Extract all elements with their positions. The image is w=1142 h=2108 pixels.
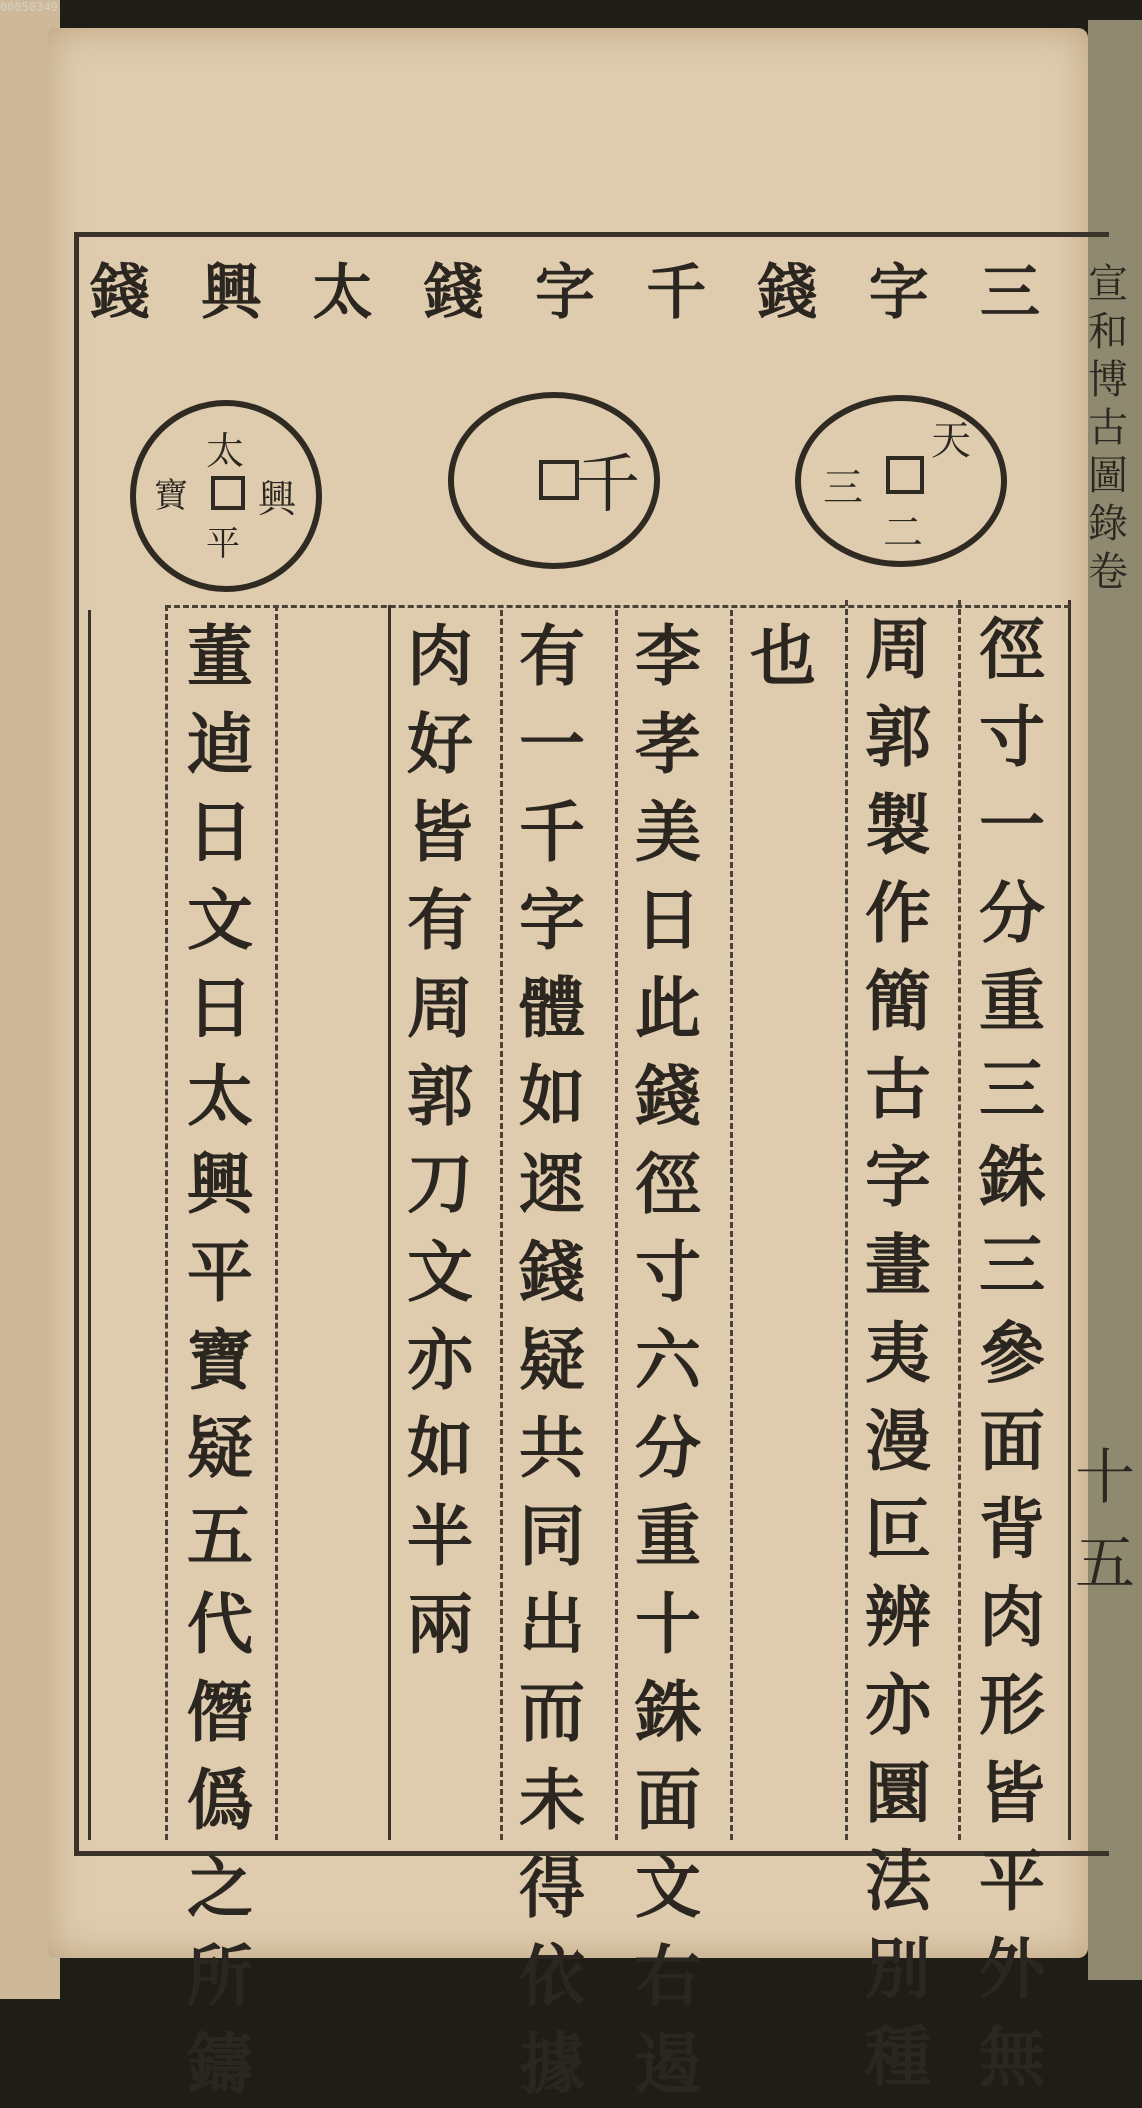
text-char: 疑: [519, 1321, 585, 1399]
column-divider: [388, 605, 391, 1840]
text-char: 依: [519, 1937, 585, 2015]
column-divider: [165, 605, 168, 1840]
text-char: 面: [635, 1761, 701, 1839]
coin-char-bottom: 二: [883, 510, 923, 556]
text-char: 圜: [865, 1754, 931, 1832]
coin-char-bottom: 平: [206, 524, 240, 564]
text-char: 亦: [865, 1666, 931, 1744]
text-char: 皆: [979, 1754, 1045, 1832]
text-char: 寸: [979, 698, 1045, 776]
title-char: 錢: [757, 258, 818, 328]
text-column-7: [180, 612, 260, 2108]
text-char: 疑: [187, 1409, 253, 1487]
text-char: 皆: [407, 793, 473, 871]
text-char: 半: [407, 1497, 473, 1575]
text-char: 太: [187, 1057, 253, 1135]
text-char: 參: [979, 1314, 1045, 1392]
text-char: 重: [979, 962, 1045, 1040]
text-char: 好: [407, 705, 473, 783]
scan-id-label: 00050349: [0, 0, 58, 14]
text-char: 日: [187, 793, 253, 871]
column-divider: [845, 600, 848, 1840]
text-char: 古: [865, 1050, 931, 1128]
coin-char-left: 寶: [154, 476, 188, 516]
text-char: 叵: [865, 1490, 931, 1568]
column-divider: [88, 610, 91, 1840]
coin-thousand-character: [448, 392, 660, 569]
text-char: 寶: [187, 1321, 253, 1399]
text-column-3: [743, 612, 823, 700]
text-char: 銖: [635, 1673, 701, 1751]
text-char: 三: [979, 1050, 1045, 1128]
coin-square-hole: [211, 476, 245, 510]
title-char: 太: [312, 258, 373, 328]
text-char: 漫: [865, 1402, 931, 1480]
coin-taixing: [130, 400, 322, 592]
text-char: 錢: [519, 1233, 585, 1311]
margin-char: 錄: [1088, 501, 1128, 547]
text-char: 之: [187, 1849, 253, 1927]
folio-number: 十五: [1075, 1443, 1135, 1599]
text-char: 日: [187, 969, 253, 1047]
column-divider: [615, 610, 618, 1840]
text-char: 肉: [407, 617, 473, 695]
text-char: 夷: [865, 1314, 931, 1392]
text-char: 製: [865, 786, 931, 864]
text-char: 重: [635, 1497, 701, 1575]
text-char: 三: [979, 1226, 1045, 1304]
text-char: 肉: [979, 1578, 1045, 1656]
text-char: 亦: [407, 1321, 473, 1399]
coin-char-top: 太: [206, 429, 245, 473]
text-char: 僭: [187, 1673, 253, 1751]
text-char: 五: [187, 1497, 253, 1575]
text-char: 遏: [635, 2025, 701, 2103]
text-char: 逌: [187, 705, 253, 783]
coin-three-characters: [795, 395, 1007, 567]
text-char: 孝: [635, 705, 701, 783]
coin-char-top: 天: [931, 418, 971, 464]
text-column-4: [628, 612, 708, 2108]
margin-char: 宣: [1088, 261, 1128, 307]
text-char: 刀: [407, 1145, 473, 1223]
text-char: 董: [187, 617, 253, 695]
text-char: 一: [519, 705, 585, 783]
text-char: 十: [635, 1585, 701, 1663]
text-char: 有: [519, 617, 585, 695]
text-char: 法: [865, 1842, 931, 1920]
text-char: 所: [187, 1937, 253, 2015]
text-char: 分: [635, 1409, 701, 1487]
text-column-1: [972, 605, 1052, 2101]
text-char: 李: [635, 617, 701, 695]
text-char: 作: [865, 874, 931, 952]
text-char: 六: [635, 1321, 701, 1399]
title-char: 錢: [90, 258, 150, 328]
text-char: 遝: [519, 1145, 585, 1223]
column-divider: [958, 600, 961, 1840]
text-char: 周: [865, 610, 931, 688]
text-char: 鑄: [187, 2025, 253, 2103]
text-char: 出: [519, 1585, 585, 1663]
text-char: 有: [407, 881, 473, 959]
text-char: 寸: [635, 1233, 701, 1311]
text-char: 同: [519, 1497, 585, 1575]
coin-char-right: 千: [576, 448, 640, 522]
text-char: 文: [407, 1233, 473, 1311]
title-char: 錢: [423, 258, 484, 328]
title-char: 千: [646, 258, 707, 328]
text-char: 千: [519, 793, 585, 871]
text-char: 形: [979, 1666, 1045, 1744]
text-char: 得: [519, 1849, 585, 1927]
title-char: 興: [201, 258, 262, 328]
text-char: 畫: [865, 1226, 931, 1304]
text-char: 徑: [979, 610, 1045, 688]
title-char: 三: [980, 258, 1040, 328]
text-char: 面: [979, 1402, 1045, 1480]
text-char: 錢: [635, 1057, 701, 1135]
text-char: 右: [635, 1937, 701, 2015]
text-char: 郭: [407, 1057, 473, 1135]
text-char: 分: [979, 874, 1045, 952]
coin-char-right: 興: [258, 477, 297, 521]
margin-char: 圖: [1088, 453, 1128, 499]
text-char: 周: [407, 969, 473, 1047]
text-char: 字: [865, 1138, 931, 1216]
text-char: 背: [979, 1490, 1045, 1568]
margin-char: 和: [1088, 309, 1128, 355]
text-char: 而: [519, 1673, 585, 1751]
column-divider: [1068, 600, 1071, 1840]
text-char: 未: [519, 1761, 585, 1839]
title-char: 字: [868, 258, 929, 328]
text-char: 如: [519, 1057, 585, 1135]
margin-side-text: [1088, 260, 1138, 596]
margin-char: 卷: [1088, 549, 1128, 595]
column-divider: [500, 610, 503, 1840]
margin-char: 博: [1088, 357, 1128, 403]
text-char: 字: [519, 881, 585, 959]
text-char: 別: [865, 1930, 931, 2008]
column-divider: [730, 610, 733, 1840]
coin-square-hole: [539, 460, 579, 500]
text-char: 如: [407, 1409, 473, 1487]
text-char: 日: [635, 881, 701, 959]
column-divider: [275, 605, 278, 1840]
text-char: 無: [979, 2018, 1045, 2096]
text-char: 銖: [979, 1138, 1045, 1216]
text-char: 平: [187, 1233, 253, 1311]
text-char: 體: [519, 969, 585, 1047]
text-char: 此: [635, 969, 701, 1047]
coin-char-left: 三: [823, 465, 863, 511]
text-column-5: [512, 612, 592, 2108]
text-char: 興: [187, 1145, 253, 1223]
text-char: 平: [979, 1842, 1045, 1920]
text-char: 共: [519, 1409, 585, 1487]
text-char: 美: [635, 793, 701, 871]
text-char: 辨: [865, 1578, 931, 1656]
text-char: 代: [187, 1585, 253, 1663]
text-column-6: [400, 612, 480, 1668]
text-char: 兩: [407, 1585, 473, 1663]
text-char: 郭: [865, 698, 931, 776]
text-char: 也: [750, 617, 816, 695]
text-char: 徑: [635, 1145, 701, 1223]
text-char: 據: [519, 2025, 585, 2103]
text-column-2: [858, 605, 938, 2101]
coin-square-hole: [886, 456, 924, 494]
title-char: 字: [535, 258, 595, 328]
margin-char: 古: [1088, 405, 1128, 451]
text-char: 種: [865, 2018, 931, 2096]
text-char: 文: [187, 881, 253, 959]
text-char: 一: [979, 786, 1045, 864]
text-char: 文: [635, 1849, 701, 1927]
text-char: 外: [979, 1930, 1045, 2008]
text-char: 僞: [187, 1761, 253, 1839]
page-title: [90, 248, 1040, 338]
text-char: 簡: [865, 962, 931, 1040]
